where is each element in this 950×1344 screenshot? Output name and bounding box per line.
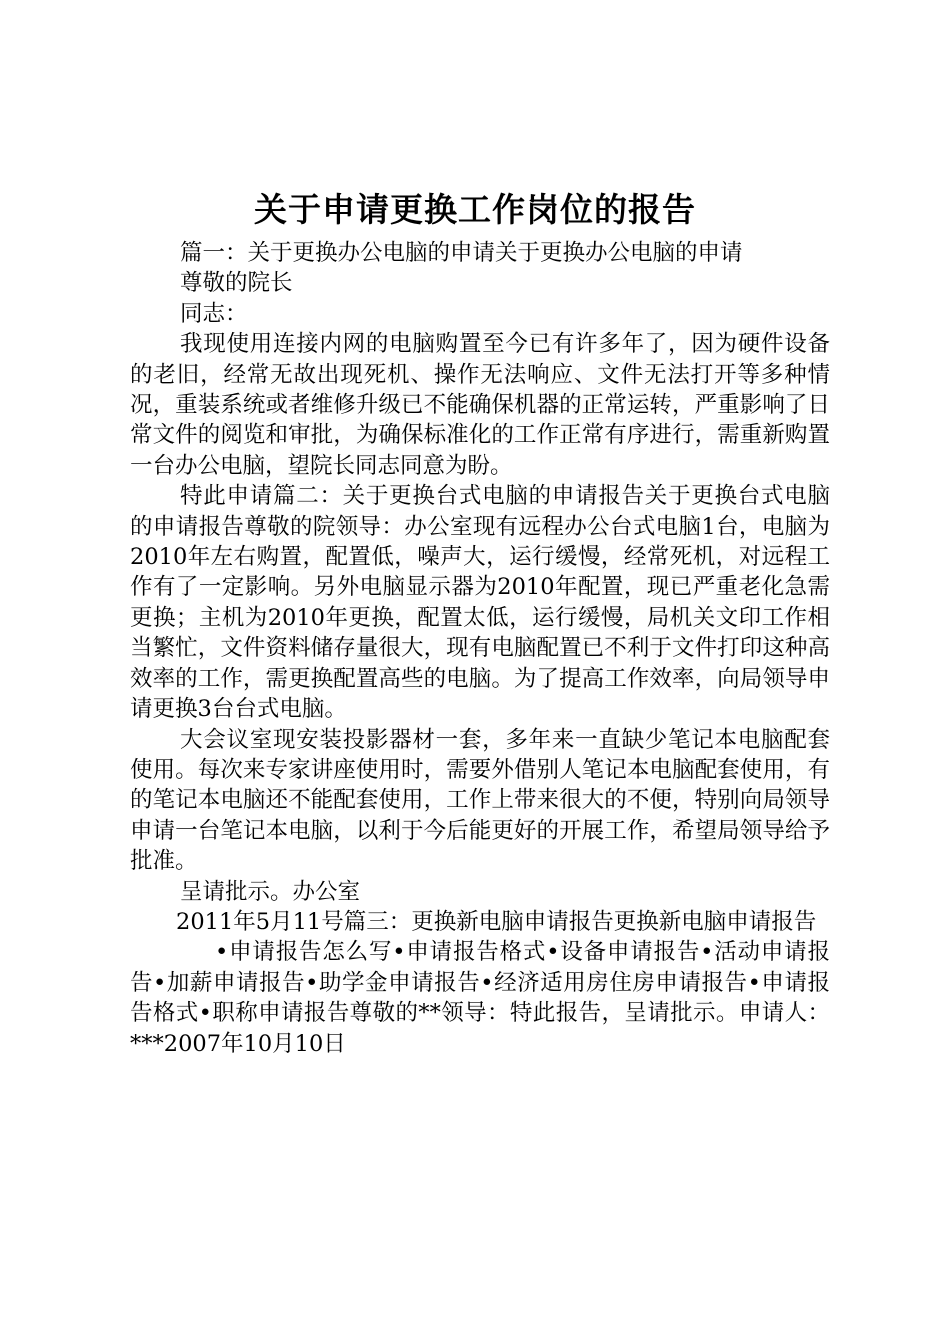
paragraph-date-heading-three: 2011年5月11号篇三：更换新电脑申请报告更换新电脑申请报告 [176,908,817,935]
paragraph-closing: 呈请批示。办公室 [180,878,361,905]
paragraph-salutation-suffix: 同志： [180,300,248,327]
document-body [130,238,830,1059]
paragraph-request-body-three: 大会议室现安装投影器材一套，多年来一直缺少笔记本电脑配套使用。每次来专家讲座使用时，需要外借别人笔记本电脑配套使用，有的笔记本电脑还不能配套使用，工作上带来很大的不便，特别向局领导申请一台笔记本电脑，以利于今后能更好的开展工作，希望局领导给予批准。 [130,726,830,875]
paragraph-related-links: •申请报告怎么写•申请报告格式•设备申请报告•活动申请报告•加薪申请报告•助学金申请报告•经济适用房住房申请报告•申请报告格式•职称申请报告尊敬的**领导：特此报告，呈请批示。申请人：***2007年10月10日 [130,939,830,1057]
paragraph-heading-one: 篇一：关于更换办公电脑的申请关于更换办公电脑的申请 [180,240,743,266]
paragraph-request-body-two: 特此申请篇二：关于更换台式电脑的申请报告关于更换台式电脑的申请报告尊敬的院领导：办公室现有远程办公台式电脑1台，电脑为2010年左右购置，配置低，噪声大，运行缓慢，经常死机，对远程工作有了一定影响。另外电脑显示器为2010年配置，现已严重老化急需更换；主机为2010年更换，配置太低，运行缓慢，局机关文印工作相当繁忙，文件资料储存量很大，现有电脑配置已不利于文件打印这种高效率的工作，需更换配置高些的电脑。为了提高工作效率，向局领导申请更换3台台式电脑。 [130,483,830,723]
paragraph-request-body-one: 我现使用连接内网的电脑购置至今已有许多年了，因为硬件设备的老旧，经常无故出现死机、操作无法响应、文件无法打开等多种情况，重装系统或者维修升级已不能确保机器的正常运转，严重影响了日常文件的阅览和审批，为确保标准化的工作正常有序进行，需重新购置一台办公电脑，望院长同志同意为盼。 [130,331,830,479]
paragraph-salutation: 尊敬的院长 [180,270,293,297]
document-title: 关于申请更换工作岗位的报告 [254,190,696,229]
